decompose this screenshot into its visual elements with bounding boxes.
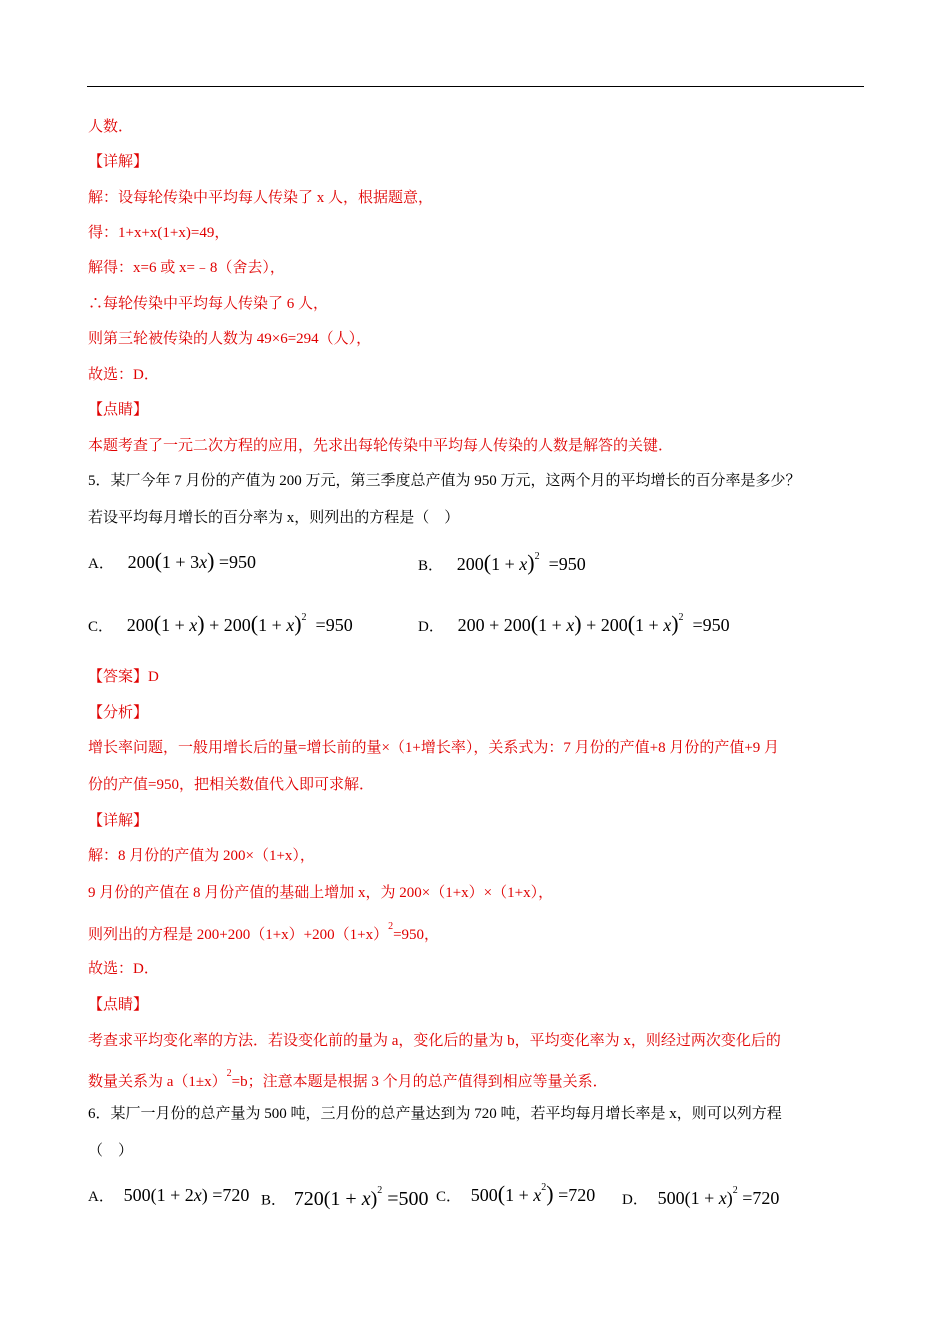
q6-option-b[interactable] [261, 1183, 429, 1213]
section-heading: 【详解】 [88, 813, 149, 829]
answer-line: 【答案】D [88, 669, 159, 685]
q5-option-b[interactable] [418, 549, 586, 578]
q6-option-c[interactable] [436, 1180, 595, 1209]
option-label: D． [418, 619, 444, 635]
option-label: A． [88, 556, 114, 572]
text-segment: =950， [393, 927, 440, 943]
question-6-text: 6．某厂一月份的总产量为 500 吨，三月份的总产量达到为 720 吨，若平均每月增长率是 x，则可以列方程 [88, 1106, 782, 1122]
option-expression: $720(1 + x)^2 =500$ [293, 1185, 429, 1210]
q5-option-c[interactable] [88, 610, 353, 639]
text-line: 解得：x=6 或 x=﹣8（舍去）， [88, 260, 285, 276]
question-5-text: 5．某厂今年 7 月份的产值为 200 万元，第三季度总产值为 950 万元，这两个月的平均增长的百分率是多少？ [88, 473, 801, 489]
text-line: ∴每轮传染中平均每人传染了 6 人， [88, 296, 329, 312]
option-expression: $200(1 + x) + 200(1 + x)^2 =950$ [126, 611, 353, 636]
question-6-text: （ ） [88, 1143, 134, 1159]
option-expression: 200(1 + 3x) =950 [127, 548, 257, 573]
option-expression: $500(1 + x^2) =720$ [470, 1181, 596, 1206]
text-line: 解：设每轮传染中平均每人传染了 x 人，根据题意， [88, 190, 434, 206]
text-line: 考查求平均变化率的方法．若设变化前的量为 a，变化后的量为 b，平均变化率为 x，则经过两次变化后的 [88, 1033, 781, 1049]
section-heading: 【分析】 [88, 705, 149, 721]
superscript: 2 [226, 1068, 232, 1079]
text-segment: 数量关系为 a（1±x） [88, 1074, 227, 1090]
option-label: C． [88, 619, 114, 635]
option-label: B． [261, 1192, 287, 1209]
q5-option-d[interactable] [418, 610, 730, 639]
text-line: 份的产值=950，把相关数值代入即可求解． [88, 777, 374, 793]
q5-option-a[interactable] [88, 549, 256, 576]
option-expression: $200(1 + x)^2 =950$ [456, 550, 586, 575]
text-line: 故选：D． [88, 367, 159, 383]
section-heading: 【点睛】 [88, 997, 149, 1013]
superscript: 2 [388, 921, 394, 932]
option-label: D． [622, 1192, 648, 1208]
text-line: 本题考查了一元二次方程的应用，先求出每轮传染中平均每人传染的人数是解答的关键． [88, 438, 674, 454]
text-line: 则第三轮被传染的人数为 49×6=294（人）， [88, 331, 372, 347]
text-segment: =b；注意本题是根据 3 个月的总产值得到相应等量关系． [231, 1074, 608, 1090]
option-expression: 500(1 + 2x) =720 [123, 1185, 250, 1205]
option-expression: $200 + 200(1 + x) + 200(1 + x)^2 =950$ [457, 611, 730, 636]
q6-option-d[interactable] [622, 1183, 779, 1212]
option-label: A． [88, 1189, 114, 1205]
text-line [88, 921, 439, 945]
question-5-text: 若设平均每月增长的百分率为 x，则列出的方程是（ ） [88, 510, 460, 526]
text-segment: 则列出的方程是 200+200（1+x）+200（1+x） [88, 927, 389, 943]
text-line: 9 月份的产值在 8 月份产值的基础上增加 x，为 200×（1+x）×（1+x）， [88, 885, 554, 901]
option-expression: $500(1 + x)^2 =720$ [657, 1185, 780, 1208]
text-line: 人数． [88, 119, 134, 135]
text-line: 解：8 月份的产值为 200×（1+x）， [88, 848, 315, 864]
option-label: C． [436, 1189, 462, 1205]
option-label: B． [418, 558, 444, 574]
text-line [88, 1068, 608, 1092]
text-line: 增长率问题，一般用增长后的量=增长前的量×（1+增长率），关系式为：7 月份的产值+8 月份的产值+9 月 [88, 740, 780, 756]
section-heading: 【点睛】 [88, 402, 149, 418]
header-rule [87, 86, 864, 87]
section-heading: 【详解】 [88, 154, 149, 170]
text-line: 故选：D． [88, 961, 159, 977]
q6-option-a[interactable] [88, 1183, 249, 1209]
text-line: 得：1+x+x(1+x)=49， [88, 225, 230, 241]
